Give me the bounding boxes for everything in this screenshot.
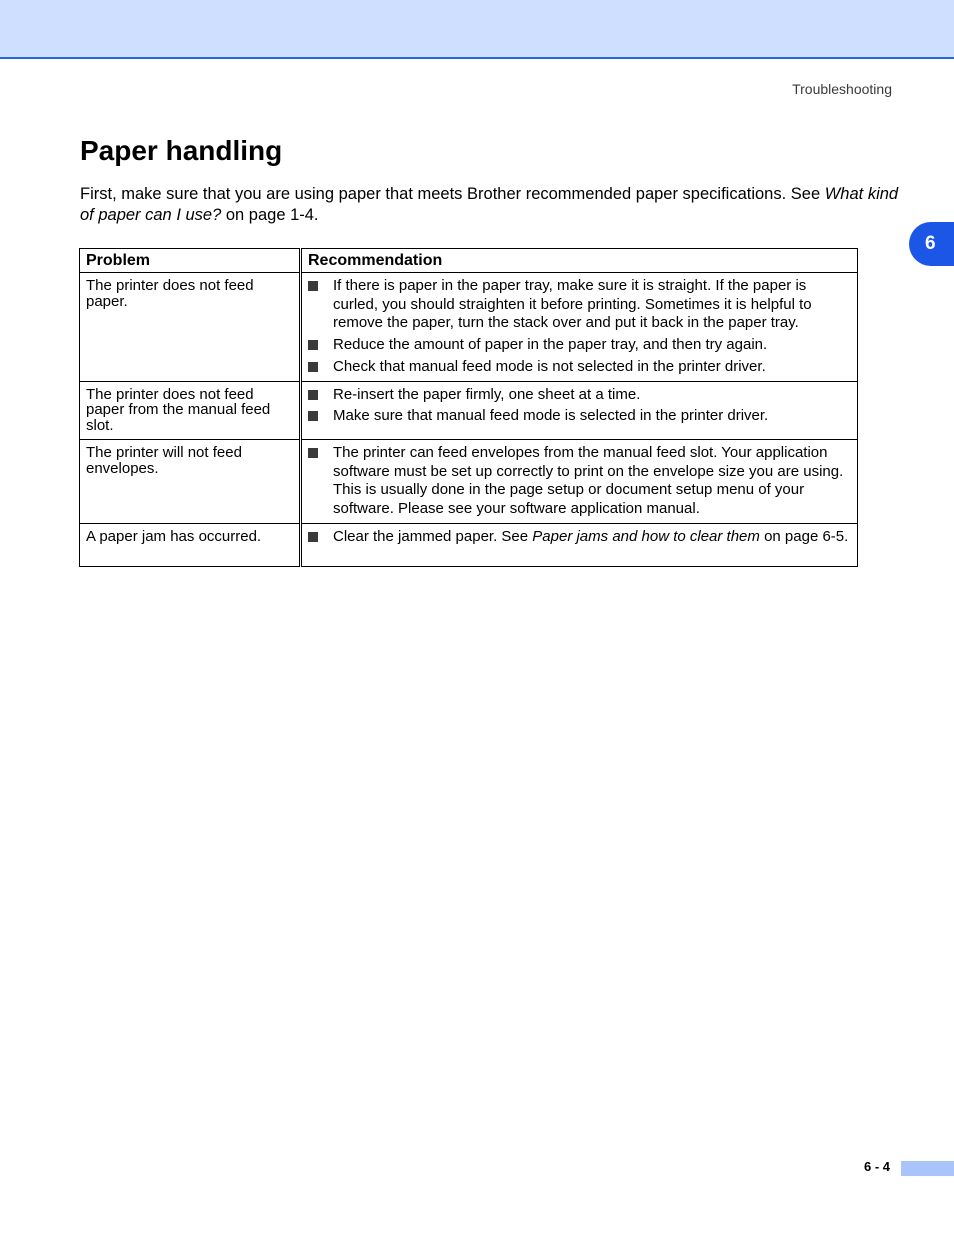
problem-cell [80,440,301,524]
recommendation-cell [301,381,858,440]
recommendation-item [306,277,851,333]
recommendation-list [302,440,857,523]
chapter-tab[interactable]: 6 [909,222,954,266]
problem-text: The printer will not feed envelopes. [86,444,242,477]
problem-cell [80,381,301,440]
troubleshooting-table [79,248,858,567]
intro-text-start: First, make sure that you are using paper that meets Brother recommended paper specifications. See [80,185,825,203]
footer-accent-bar [901,1161,954,1176]
table-header-row [80,249,858,273]
problem-cell [80,273,301,382]
page-header-band [0,0,954,59]
recommendation-text-end: on page 6-5. [759,527,849,545]
problem-column-header [80,249,301,273]
recommendation-text: Re-insert the paper firmly, one sheet at a time. [333,385,641,403]
square-bullet-icon [308,281,318,291]
problem-text: The printer does not feed paper from the manual feed slot. [86,385,271,434]
table-row [80,273,858,382]
recommendation-column-header [301,249,858,273]
recommendation-item [306,407,851,426]
table-row [80,440,858,524]
recommendation-text: The printer can feed envelopes from the manual feed slot. Your application software must be set up correctly to print on the envelope size you are using. This is usually done in the page setup or document setup menu of your software. Please see your software application manual. [333,444,844,518]
recommendation-text-start: Clear the jammed paper. See [333,527,533,545]
page-number: 6 - 4 [864,1159,891,1174]
problem-text: A paper jam has occurred. [86,527,262,545]
paper-jams-cross-reference[interactable]: Paper jams and how to clear them [532,527,760,545]
recommendation-item [306,444,851,519]
recommendation-cell [301,440,858,524]
square-bullet-icon [308,411,318,421]
recommendation-cell [301,273,858,382]
recommendation-item [306,386,851,405]
recommendation-header-label: Recommendation [308,252,443,269]
square-bullet-icon [308,532,318,542]
intro-text-end: on page 1-4. [221,205,319,224]
square-bullet-icon [308,362,318,372]
recommendation-text: Make sure that manual feed mode is selected in the printer driver. [333,407,769,425]
recommendation-list [302,273,857,381]
recommendation-item [306,528,851,547]
recommendation-cell [301,523,858,566]
recommendation-text: If there is paper in the paper tray, make sure it is straight. If the paper is curled, you should straighten it before printing. Sometimes it is helpful to remove the paper, turn the stack over and put it back in the paper tray. [333,277,812,332]
recommendation-item [306,358,851,377]
square-bullet-icon [308,448,318,458]
recommendation-list [302,524,857,551]
square-bullet-icon [308,340,318,350]
table-row [80,381,858,440]
problem-text: The printer does not feed paper. [86,277,254,310]
intro-cross-reference[interactable]: What kind of paper can I use? [80,185,899,224]
running-header-section: Troubleshooting [792,81,892,97]
page-title: Paper handling [80,135,283,166]
intro-paragraph [80,184,900,225]
recommendation-item [306,336,851,355]
recommendation-text: Check that manual feed mode is not selected in the printer driver. [333,357,766,375]
problem-cell [80,523,301,566]
square-bullet-icon [308,390,318,400]
problem-header-label: Problem [86,252,151,269]
recommendation-list [302,382,857,430]
recommendation-text: Reduce the amount of paper in the paper tray, and then try again. [333,336,768,354]
table-row [80,523,858,566]
